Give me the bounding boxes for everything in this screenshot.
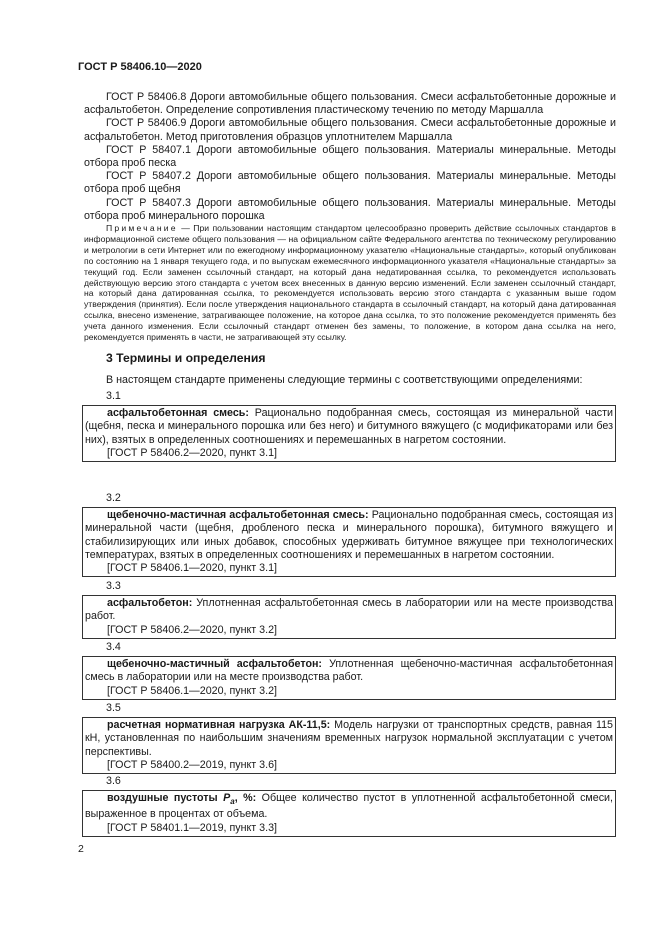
- section-intro: В настоящем стандарте применены следующие термины с соответствующими определениями:: [106, 374, 583, 386]
- term-subscript: a: [230, 797, 235, 807]
- term-definition: Модель нагрузки от транспортных средств, равная 115 кН, установленная по наибольшим значениям временных нагрузок нормальной эксплуатации с учетом перспективы.: [85, 719, 613, 758]
- term-number: 3.5: [106, 702, 121, 714]
- term-name: щебеночно-мастичный асфальтобетон:: [107, 658, 322, 670]
- term-definition: Общее количество пустот в уплотненной асфальтобетонной смеси, выраженное в процентах от объема.: [85, 792, 613, 821]
- term-name: асфальтобетонная смесь:: [107, 407, 249, 419]
- term-number: 3.3: [106, 580, 121, 592]
- term-number: 3.1: [106, 390, 121, 402]
- reference-item: ГОСТ Р 58406.9 Дороги автомобильные общего пользования. Смеси асфальтобетонные дорожные и асфальтобетон. Метод приготовления образцов уплотнителем Маршалла: [84, 117, 616, 143]
- references-note: [84, 223, 616, 343]
- term-box: [82, 507, 616, 577]
- reference-item: ГОСТ Р 58407.3 Дороги автомобильные общего пользования. Материалы минеральные. Методы отбора проб минерального порошка: [84, 196, 616, 222]
- term-box: [82, 790, 616, 837]
- term-number: 3.6: [106, 775, 121, 787]
- term-name: асфальтобетон:: [107, 597, 193, 609]
- standard-header: ГОСТ Р 58406.10—2020: [78, 61, 202, 73]
- term-box: [82, 595, 616, 639]
- note-label: Примечание: [106, 223, 178, 233]
- term-source: [ГОСТ Р 58400.2—2019, пункт 3.6]: [107, 758, 277, 771]
- reference-item: ГОСТ Р 58406.8 Дороги автомобильные общего пользования. Смеси асфальтобетонные дорожные и асфальтобетон. Определение сопротивления пластическому течению по методу Маршалла: [84, 91, 616, 117]
- term-symbol: P: [223, 792, 231, 804]
- term-box: [82, 656, 616, 700]
- page-number: 2: [78, 843, 84, 855]
- normative-references: [84, 91, 616, 223]
- term-number: 3.4: [106, 641, 121, 653]
- term-source: [ГОСТ Р 58406.2—2020, пункт 3.1]: [107, 446, 277, 459]
- term-name: расчетная нормативная нагрузка АК-11,5:: [107, 719, 331, 731]
- term-name: щебеночно-мастичная асфальтобетонная смесь:: [107, 509, 369, 521]
- term-definition: Рационально подобранная смесь, состоящая из минеральной части (щебня, дробленого песка и минерального порошка), битумного вяжущего и стабилизирующих или иных добавок, способных удерживать битумное вяжущее при технологических температурах, взятых в определенных соотношениях и перемешанных в нагретом состоянии.: [85, 509, 613, 561]
- section-title: 3 Термины и определения: [106, 351, 266, 365]
- note-text: — При пользовании настоящим стандартом целесообразно проверить действие ссылочных стандартов в информационной системе общего пользования — на официальном сайте Федерального агентства по техническому регулированию и метрологии в сети Интернет или по ежегодному информационному указателю «Национальные стандарты», который опубликован по состоянию на 1 января текущего года, и по выпускам ежемесячного информационного указателя «Национальные стандарты» за текущий год. Если заменен ссылочный стандарт, на который дана недатированная ссылка, то рекомендуется использовать действующую версию этого стандарта с учетом всех внесенных в данную версию изменений. Если заменен ссылочный стандарт, на который дана датированная ссылка, то рекомендуется использовать версию этого стандарта с указанным выше годом утверждения (принятия). Если после утверждения национального стандарта в ссылочный стандарт, на который дана датированная ссылка, внесено изменение, затрагивающее положение, на которое дана ссылка, то это положение рекомендуется применять без учета данного изменения. Если ссылочный стандарт отменен без замены, то положение, в котором дана ссылка на него, рекомендуется применять в части, не затрагивающей эту ссылку.: [84, 223, 616, 343]
- term-definition: Уплотненная асфальтобетонная смесь в лаборатории или на месте производства работ.: [85, 597, 613, 623]
- term-source: [ГОСТ Р 58406.1—2020, пункт 3.2]: [107, 684, 277, 697]
- term-name: воздушные пустоты $P_a$, %:: [107, 792, 257, 807]
- term-box: [82, 717, 616, 774]
- term-source: [ГОСТ Р 58406.1—2020, пункт 3.1]: [107, 562, 277, 575]
- term-definition: Рационально подобранная смесь, состоящая из минеральной части (щебня, песка и минерального порошка или без него) и битумного вяжущего (с модификаторами или без них), взятых в определенных соотношениях и перемешанных в нагретом состоянии.: [85, 407, 613, 446]
- term-source: [ГОСТ Р 58401.1—2019, пункт 3.3]: [107, 821, 277, 834]
- term-source: [ГОСТ Р 58406.2—2020, пункт 3.2]: [107, 623, 277, 636]
- term-number: 3.2: [106, 492, 121, 504]
- reference-item: ГОСТ Р 58407.2 Дороги автомобильные общего пользования. Материалы минеральные. Методы отбора проб щебня: [84, 170, 616, 196]
- term-box: [82, 405, 616, 462]
- reference-item: ГОСТ Р 58407.1 Дороги автомобильные общего пользования. Материалы минеральные. Методы отбора проб песка: [84, 143, 616, 170]
- term-definition: Уплотненная щебеночно-мастичная асфальтобетонная смесь в лаборатории или на месте производства работ.: [85, 658, 613, 684]
